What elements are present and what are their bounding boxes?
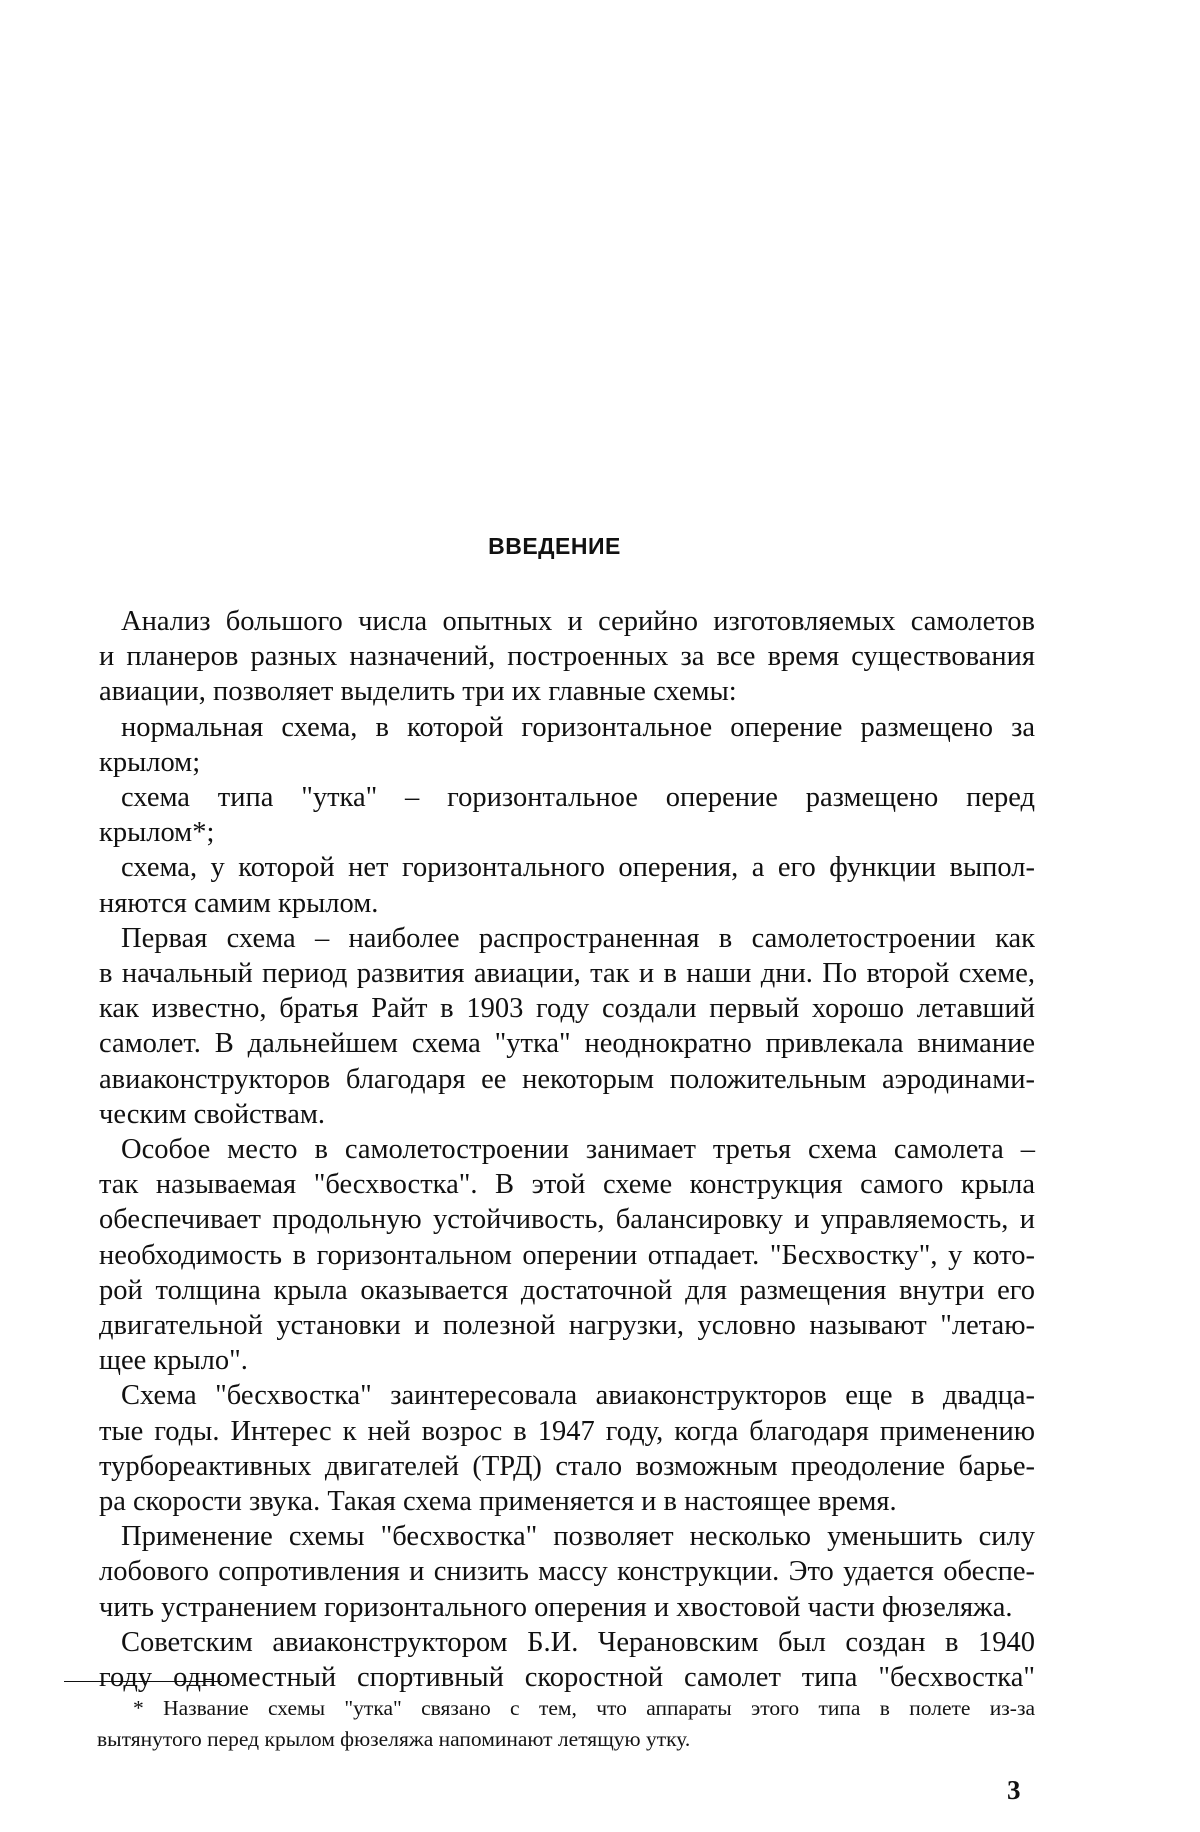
text-line: крылом; xyxy=(99,745,1035,780)
footnote xyxy=(97,1693,1035,1755)
document-page xyxy=(0,0,1200,1832)
text-line: нормальная схема, в которой горизонтальное оперение размещено за xyxy=(99,710,1035,745)
text-line: авиации, позволяет выделить три их главные схемы: xyxy=(99,674,1035,709)
text-line: как известно, братья Райт в 1903 году создали первый хорошо летавший xyxy=(99,991,1035,1026)
text-line: турбореактивных двигателей (ТРД) стало возможным преодоление барье- xyxy=(99,1449,1035,1484)
text-line: рой толщина крыла оказывается достаточной для размещения внутри его xyxy=(99,1273,1035,1308)
text-line: авиаконструкторов благодаря ее некоторым положительным аэродинами- xyxy=(99,1062,1035,1097)
text-line: тые годы. Интерес к ней возрос в 1947 году, когда благодаря применению xyxy=(99,1414,1035,1449)
text-line: так называемая "бесхвостка". В этой схеме конструкция самого крыла xyxy=(99,1167,1035,1202)
text-line: двигательной установки и полезной нагрузки, условно называют "летаю- xyxy=(99,1308,1035,1343)
text-line: чить устранением горизонтального оперения и хвостовой части фюзеляжа. xyxy=(99,1590,1035,1625)
text-line: самолет. В дальнейшем схема "утка" неоднократно привлекала внимание xyxy=(99,1026,1035,1061)
text-line: ра скорости звука. Такая схема применяется и в настоящее время. xyxy=(99,1484,1035,1519)
text-line: ческим свойствам. xyxy=(99,1097,1035,1132)
text-line: Применение схемы "бесхвостка" позволяет несколько уменьшить силу xyxy=(99,1519,1035,1554)
text-line: в начальный период развития авиации, так и в наши дни. По второй схеме, xyxy=(99,956,1035,991)
footnote-separator xyxy=(64,1681,222,1682)
footnote-line: вытянутого перед крылом фюзеляжа напоминают летящую утку. xyxy=(97,1724,1035,1755)
footnote-line: * Название схемы "утка" связано с тем, что аппараты этого типа в полете из-за xyxy=(97,1693,1035,1724)
text-line: лобового сопротивления и снизить массу конструкции. Это удается обеспе- xyxy=(99,1554,1035,1589)
text-line: щее крыло". xyxy=(99,1343,1035,1378)
text-line: схема типа "утка" – горизонтальное оперение размещено перед xyxy=(99,780,1035,815)
text-line: обеспечивает продольную устойчивость, балансировку и управляемость, и xyxy=(99,1202,1035,1237)
text-line: Советским авиаконструктором Б.И. Черановским был создан в 1940 xyxy=(99,1625,1035,1660)
text-line: Особое место в самолетостроении занимает третья схема самолета – xyxy=(99,1132,1035,1167)
text-line: Первая схема – наиболее распространенная в самолетостроении как xyxy=(99,921,1035,956)
page-number: 3 xyxy=(1007,1775,1021,1806)
text-line: и планеров разных назначений, построенных за все время существования xyxy=(99,639,1035,674)
text-line: году одноместный спортивный скоростной самолет типа "бесхвостка" xyxy=(99,1660,1035,1695)
text-line: Анализ большого числа опытных и серийно изготовляемых самолетов xyxy=(99,604,1035,639)
text-line: схема, у которой нет горизонтального оперения, а его функции выпол- xyxy=(99,850,1035,885)
page-title: ВВЕДЕНИЕ xyxy=(0,533,1109,560)
text-line: Схема "бесхвостка" заинтересовала авиаконструкторов еще в двадца- xyxy=(99,1378,1035,1413)
text-line: крылом*; xyxy=(99,815,1035,850)
text-line: необходимость в горизонтальном оперении отпадает. "Бесхвостку", у кото- xyxy=(99,1238,1035,1273)
body-text xyxy=(99,604,1035,1695)
text-line: няются самим крылом. xyxy=(99,886,1035,921)
